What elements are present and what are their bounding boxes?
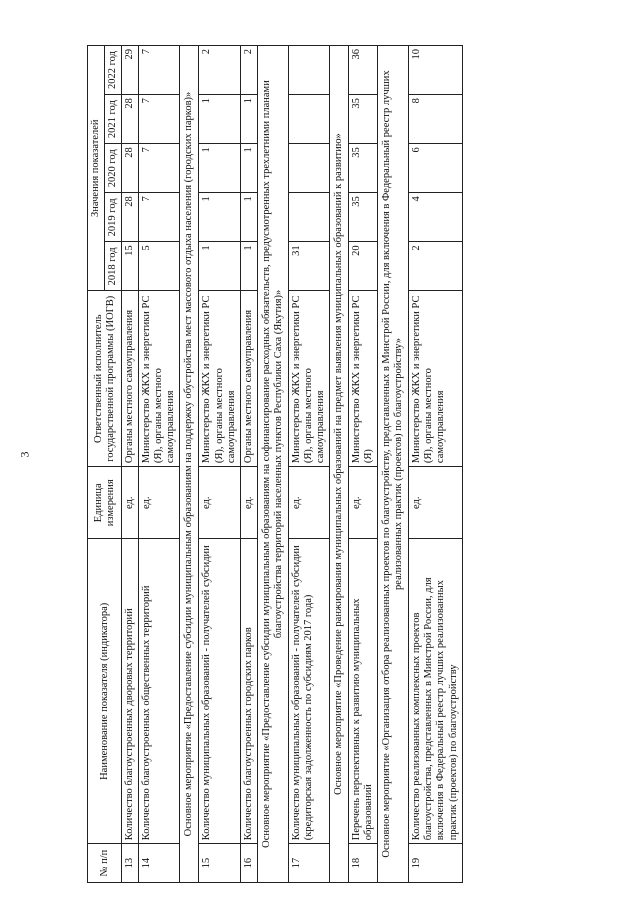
row-num: 15 (199, 844, 240, 883)
row-name: Количество муниципальных образований - получателей субсидии (кредиторская задолженность по субсидиям 2017 года) (288, 539, 329, 844)
col-year: 2020 год (105, 144, 122, 193)
row-value (288, 193, 329, 242)
row-executor: Министерство ЖКХ и энергетики РС (Я), органы местного самоуправления (139, 291, 180, 467)
row-name: Количество благоустроенных дворовых территорий (122, 539, 139, 844)
section-row (330, 46, 349, 883)
row-name: Количество благоустроенных общественных территорий (139, 539, 180, 844)
row-value: 1 (199, 144, 240, 193)
row-value: 8 (409, 95, 462, 144)
row-unit: ед. (349, 467, 378, 539)
section-row (257, 46, 288, 883)
row-value: 1 (199, 193, 240, 242)
col-executor: Ответственный исполнитель государственной программы (ИОГВ) (88, 291, 122, 467)
row-value: 28 (122, 193, 139, 242)
row-value: 1 (240, 95, 257, 144)
row-value: 1 (240, 193, 257, 242)
row-value: 29 (122, 46, 139, 95)
table-row (122, 46, 139, 883)
col-name: Наименование показателя (индикатора) (88, 539, 122, 844)
indicators-table (87, 45, 463, 883)
row-value: 20 (349, 242, 378, 291)
row-unit: ед. (288, 467, 329, 539)
section-title: Основное мероприятие «Проведение ранжирования муниципальных образований на предмет выявления муниципальных образований к развитию» (330, 46, 349, 883)
row-value: 7 (139, 144, 180, 193)
row-value: 31 (288, 242, 329, 291)
row-unit: ед. (240, 467, 257, 539)
row-executor: Министерство ЖКХ и энергетики РС (Я), органы местного самоуправления (288, 291, 329, 467)
row-value: 36 (349, 46, 378, 95)
document-page (87, 45, 632, 883)
row-value: 35 (349, 95, 378, 144)
row-unit: ед. (139, 467, 180, 539)
row-executor: Министерство ЖКХ и энергетики РС (Я), органы местного самоуправления (409, 291, 462, 467)
col-year: 2019 год (105, 193, 122, 242)
section-row (180, 46, 199, 883)
page-number: 3 (17, 451, 32, 458)
row-value: 35 (349, 193, 378, 242)
row-value: 35 (349, 144, 378, 193)
row-value: 6 (409, 144, 462, 193)
row-name: Количество благоустроенных городских парков (240, 539, 257, 844)
row-value: 1 (199, 95, 240, 144)
section-title: Основное мероприятие «Предоставление субсидии муниципальным образованиям на софинансирование расходных обязательств, предусмотренных трехлетними планами благоустройства территорий населенных пунктов Республики Саха (Якутия)» (257, 46, 288, 883)
row-value: 1 (240, 242, 257, 291)
row-num: 14 (139, 844, 180, 883)
table-row (349, 46, 378, 883)
row-value: 7 (139, 95, 180, 144)
row-num: 19 (409, 844, 462, 883)
section-title: Основное мероприятие «Организация отбора реализованных проектов по благоустройству, представленных в Минстрой России, для включения в Федеральный реестр лучших реализованных практик (проектов) по благоустройству» (378, 46, 409, 883)
row-executor: Министерство ЖКХ и энергетики РС (Я), органы местного самоуправления (199, 291, 240, 467)
table-row (409, 46, 462, 883)
row-executor: Министерство ЖКХ и энергетики РС (Я) (349, 291, 378, 467)
row-value: 5 (139, 242, 180, 291)
row-num: 17 (288, 844, 329, 883)
row-executor: Органы местного самоуправления (122, 291, 139, 467)
row-value (288, 95, 329, 144)
row-value: 7 (139, 193, 180, 242)
col-values: Значения показателей (88, 46, 105, 291)
table-row (139, 46, 180, 883)
row-value (288, 46, 329, 95)
col-num: № п/п (88, 844, 122, 883)
row-name: Количество реализованных комплексных проектов благоустройства, представленных в Минстрой России, для включения в Федеральный реестр лучших реализованных практик (проектов) по благоустройству (409, 539, 462, 844)
row-value: 2 (240, 46, 257, 95)
table-row (288, 46, 329, 883)
section-title: Основное мероприятие «Предоставление субсидии муниципальным образованиям на поддержку обустройства мест массового отдыха населения (городских парков)» (180, 46, 199, 883)
row-value: 28 (122, 144, 139, 193)
row-num: 16 (240, 844, 257, 883)
row-unit: ед. (409, 467, 462, 539)
col-unit: Единица измерения (88, 467, 122, 539)
col-year: 2022 год (105, 46, 122, 95)
row-value: 1 (240, 144, 257, 193)
table-row (199, 46, 240, 883)
row-name: Перечень перспективных к развитию муниципальных образований (349, 539, 378, 844)
row-value: 28 (122, 95, 139, 144)
row-value: 2 (409, 242, 462, 291)
row-num: 13 (122, 844, 139, 883)
row-value: 1 (199, 242, 240, 291)
col-year: 2018 год (105, 242, 122, 291)
row-num: 18 (349, 844, 378, 883)
col-year: 2021 год (105, 95, 122, 144)
row-name: Количество муниципальных образований - получателей субсидии (199, 539, 240, 844)
row-value: 4 (409, 193, 462, 242)
row-value (288, 144, 329, 193)
section-row (378, 46, 409, 883)
row-executor: Органы местного самоуправления (240, 291, 257, 467)
row-unit: ед. (122, 467, 139, 539)
row-value: 15 (122, 242, 139, 291)
row-value: 10 (409, 46, 462, 95)
row-value: 2 (199, 46, 240, 95)
row-value: 7 (139, 46, 180, 95)
table-row (240, 46, 257, 883)
row-unit: ед. (199, 467, 240, 539)
